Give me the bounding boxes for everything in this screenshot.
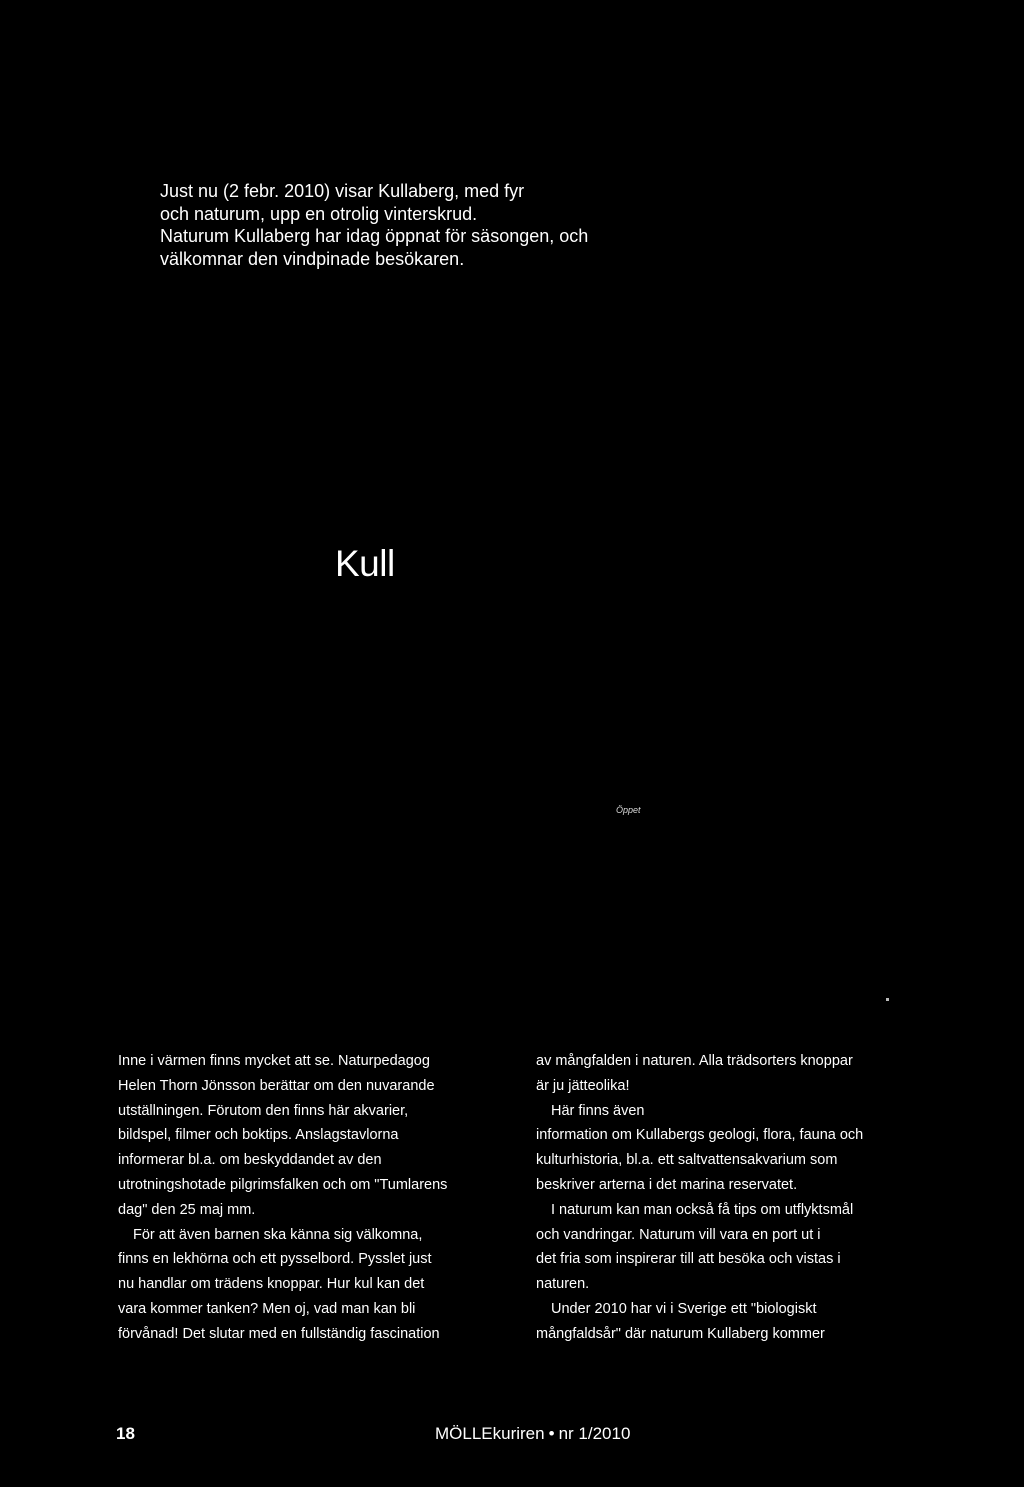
body-line: I naturum kan man också få tips om utflyktsmål (551, 1201, 854, 1218)
body-line: beskriver arterna i det marina reservatet. (536, 1176, 798, 1193)
body-line: och vandringar. Naturum vill vara en port ut i (536, 1226, 821, 1243)
intro-line: välkomnar den vindpinade besökaren. (160, 248, 465, 269)
body-line: utrotningshotade pilgrimsfalken och om "Tumlarens (118, 1176, 448, 1193)
body-line: Här finns även (551, 1102, 645, 1119)
body-line: naturen. (536, 1276, 590, 1293)
body-line: Helen Thorn Jönsson berättar om den nuvarande (118, 1077, 435, 1094)
issue-number: nr 1/2010 (558, 1424, 631, 1443)
intro-line: och naturum, upp en otrolig vinterskrud. (160, 203, 478, 224)
right-column (536, 1049, 936, 1347)
body-line: informerar bl.a. om beskyddandet av den (118, 1152, 382, 1169)
body-line: mångfaldsår" där naturum Kullaberg kommer (536, 1325, 825, 1342)
body-line: dag" den 25 maj mm. (118, 1201, 256, 1218)
body-line: Inne i värmen finns mycket att se. Naturpedagog (118, 1053, 430, 1069)
body-line: är ju jätteolika! (536, 1077, 630, 1094)
body-line: nu handlar om trädens knoppar. Hur kul kan det (118, 1276, 425, 1293)
body-line: det fria som inspirerar till att besöka och vistas i (536, 1251, 841, 1268)
left-column (118, 1049, 518, 1347)
publication-info (435, 1424, 630, 1444)
body-line: kulturhistoria, bl.a. ett saltvattensakvarium som (536, 1152, 838, 1169)
body-line: förvånad! Det slutar med en fullständig fascination (118, 1325, 440, 1342)
building-sign-text: Kull (335, 543, 395, 584)
body-line: finns en lekhörna och ett pysselbord. Pysslet just (118, 1251, 432, 1268)
body-line: av mångfalden i naturen. Alla trädsorters knoppar (536, 1053, 853, 1069)
bullet-separator: • (548, 1424, 555, 1443)
page-number: 18 (116, 1424, 135, 1443)
intro-line: Naturum Kullaberg har idag öppnat för säsongen, och (160, 226, 589, 246)
intro-paragraph (160, 180, 640, 270)
intro-line: Just nu (2 febr. 2010) visar Kullaberg, med fyr (160, 181, 525, 201)
body-line: information om Kullabergs geologi, flora, fauna och (536, 1127, 864, 1144)
body-line: För att även barnen ska känna sig välkomna, (133, 1226, 423, 1243)
photo-speck (886, 998, 889, 1001)
open-sign-text: Öppet (616, 805, 641, 815)
publication-name: MÖLLEkuriren (435, 1424, 545, 1443)
body-line: utställningen. Förutom den finns här akvarier, (118, 1102, 409, 1119)
body-line: vara kommer tanken? Men oj, vad man kan bli (118, 1300, 416, 1317)
body-line: Under 2010 har vi i Sverige ett "biologiskt (551, 1300, 817, 1317)
body-line: bildspel, filmer och boktips. Anslagstavlorna (118, 1127, 399, 1144)
